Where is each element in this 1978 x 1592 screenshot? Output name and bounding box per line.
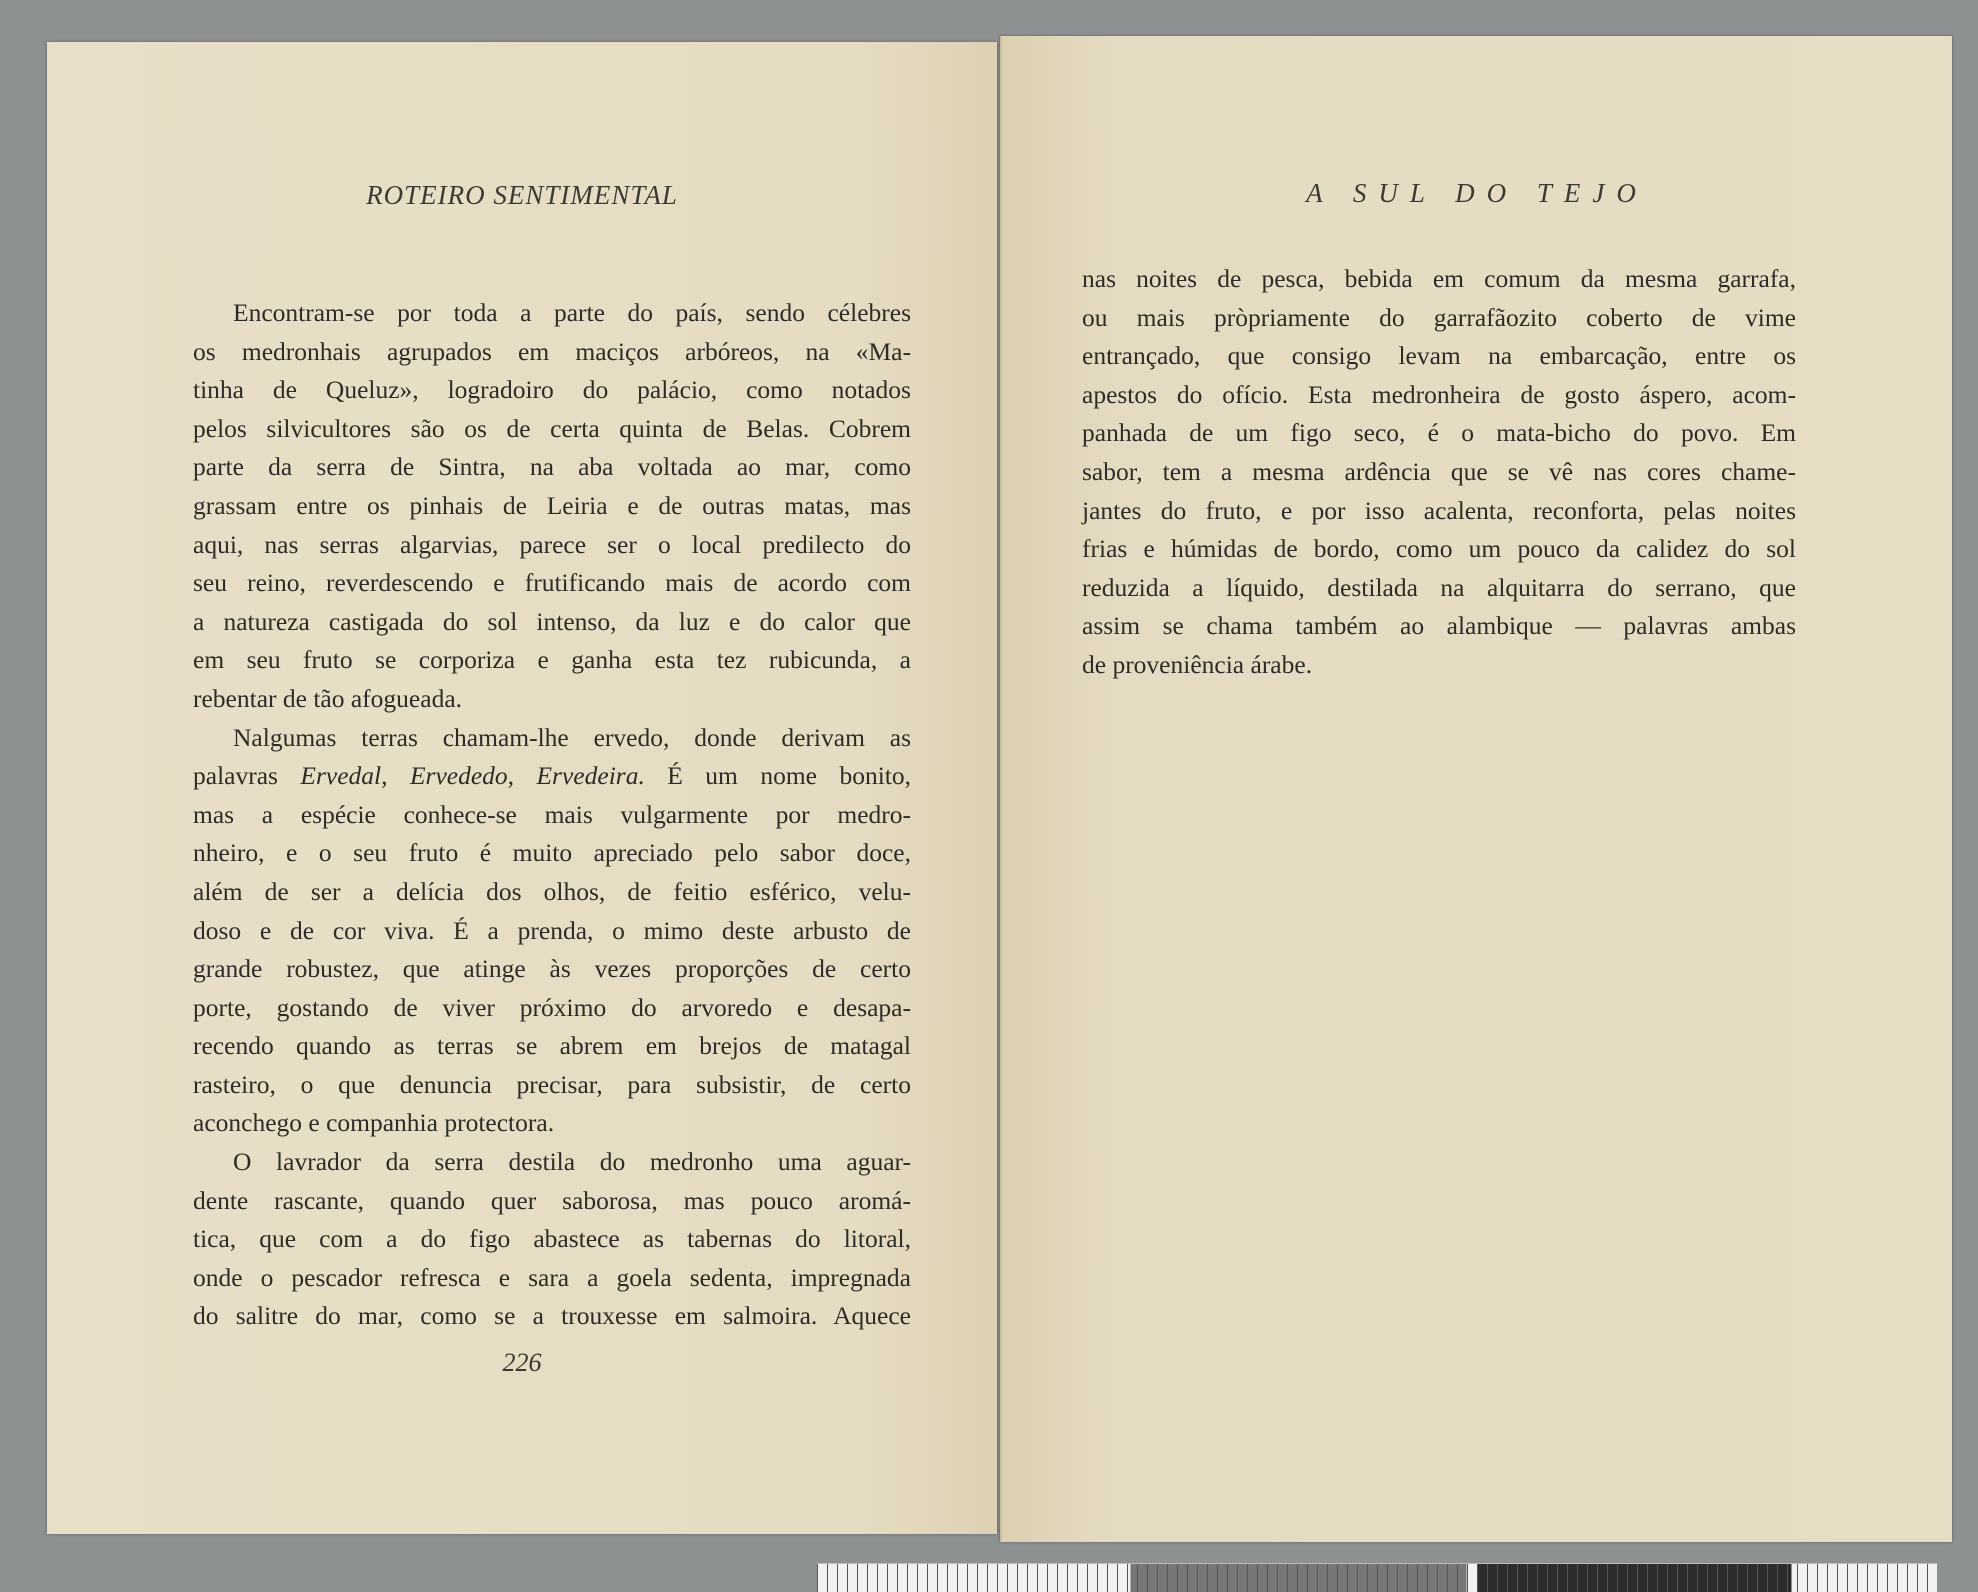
text-line: pelos silvicultores são os de certa quinta de Belas. Cobrem (193, 413, 911, 443)
text-line: O lavrador da serra destila do medronho uma aguar- (233, 1147, 911, 1177)
text-line: tica, que com a do figo abastece as tabernas do litoral, (193, 1224, 911, 1254)
text-line: reduzida a líquido, destilada na alquitarra do serrano, que (1082, 572, 1796, 602)
text-line: porte, gostando de viver próximo do arvoredo e desapa- (193, 992, 911, 1022)
page-number: 226 (502, 1348, 542, 1377)
text-line: Nalgumas terras chamam-lhe ervedo, donde derivam as (233, 722, 911, 752)
text-line: mas a espécie conhece-se mais vulgarmente por medro- (193, 799, 911, 829)
running-head: ROTEIRO SENTIMENTAL (366, 180, 678, 210)
text-line: dente rascante, quando quer saborosa, mas pouco aromá- (193, 1185, 911, 1215)
running-head: A SUL DO TEJO (1306, 178, 1648, 208)
body-text (1082, 260, 1796, 685)
left-page (47, 42, 997, 1534)
text-line: tinha de Queluz», logradoiro do palácio, como notados (193, 375, 911, 405)
text-line: nas noites de pesca, bebida em comum da mesma garrafa, (1082, 264, 1796, 293)
text-line: em seu fruto se corporiza e ganha esta tez rubicunda, a (193, 645, 911, 675)
scale-ruler (817, 1563, 1937, 1592)
text-line: rasteiro, o que denuncia precisar, para subsistir, de certo (193, 1069, 911, 1099)
text-line: doso e de cor viva. É a prenda, o mimo deste arbusto de (193, 915, 911, 945)
text-line: frias e húmidas de bordo, como um pouco da calidez do sol (1082, 534, 1796, 564)
text-line: de proveniência árabe. (1082, 649, 1313, 679)
text-line: palavras Ervedal, Ervededo, Ervedeira. É um nome bonito, (193, 761, 911, 791)
text-line: assim se chama também ao alambique — palavras ambas (1082, 611, 1796, 641)
text-line: parte da serra de Sintra, na aba voltada ao mar, como (193, 452, 911, 482)
text-line: a natureza castigada do sol intenso, da luz e do calor que (193, 606, 911, 636)
text-line: rebentar de tão afogueada. (193, 683, 463, 713)
text-line: panhada de um figo seco, é o mata-bicho do povo. Em (1082, 418, 1796, 448)
text-line: Encontram-se por toda a parte do país, sendo célebres (233, 298, 911, 327)
text-line: entrançado, que consigo levam na embarcação, entre os (1082, 341, 1796, 371)
body-text (193, 294, 911, 1336)
text-line: do salitre do mar, como se a trouxesse em salmoira. Aquece (193, 1301, 911, 1331)
text-line: aconchego e companhia protectora. (193, 1108, 555, 1138)
text-line: sabor, tem a mesma ardência que se vê nas cores chame- (1082, 456, 1796, 486)
text-line: além de ser a delícia dos olhos, de feitio esférico, velu- (193, 876, 911, 906)
text-line: grande robustez, que atinge às vezes proporções de certo (193, 954, 911, 984)
text-line: ou mais pròpriamente do garrafãozito coberto de vime (1082, 302, 1796, 332)
right-page (1000, 36, 1952, 1542)
text-line: os medronhais agrupados em maciços arbóreos, na «Ma- (193, 336, 911, 366)
text-line: jantes do fruto, e por isso acalenta, reconforta, pelas noites (1082, 495, 1796, 525)
text-line: seu reino, reverdescendo e frutificando mais de acordo com (193, 568, 911, 598)
text-line: aqui, nas serras algarvias, parece ser o local predilecto do (193, 529, 911, 559)
text-line: grassam entre os pinhais de Leiria e de outras matas, mas (193, 490, 911, 520)
text-line: nheiro, e o seu fruto é muito apreciado pelo sabor doce, (193, 838, 911, 868)
text-line: recendo quando as terras se abrem em brejos de matagal (193, 1031, 911, 1061)
text-line: onde o pescador refresca e sara a goela sedenta, impregnada (193, 1262, 911, 1292)
text-line: apestos do ofício. Esta medronheira de gosto áspero, acom- (1082, 379, 1796, 409)
